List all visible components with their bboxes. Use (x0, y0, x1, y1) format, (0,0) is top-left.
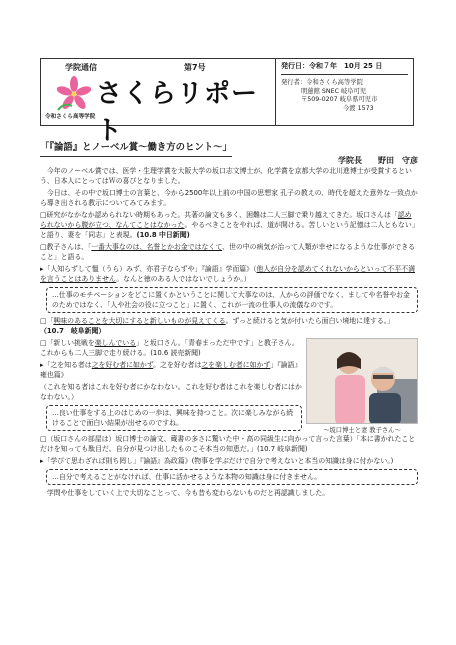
quote-item-1: □研究がなかなか認められない時期もあった。共著の論文も多く、困難は二人三脚で乗り越えてきた。坂口さんは「認められないから腹が立つ、なんてことはなかった。やるべきことをやれば、道が開ける。苦しいという記憶は二人ともない」と語り、妻を「同志」と表現。(10.8 中日新聞) (40, 211, 416, 240)
quote-item-4: □「新しい挑戦を楽しんでいる」と坂口さん。「青春まっただ中です」と教子さん。これからも二人三脚で走り続ける。(10.6 読売新聞) (40, 339, 299, 358)
photo-section (40, 338, 418, 435)
analects-quote-1: ▸「人知らずして慍（うら）みず、亦君子ならずや」『論語』学而篇》（他人が自分を認めてくれないからといって不平不満を言うことはありません。なんと徳のある人ではないでしょうか。） (40, 265, 415, 284)
publish-date: 発行日：令和７年 10月 25 日 (281, 62, 408, 75)
couple-photo (306, 338, 418, 424)
campus-name: 明蓮館 SNEC 岐阜可児 (301, 87, 367, 95)
sakura-flower-icon (54, 76, 94, 112)
publication-info (276, 59, 413, 125)
comment-box-2: …良い仕事をする上のはじめの一歩は、興味を持つこと。次に楽しみながら続けることで面白い結果が出せるのですね。 (46, 405, 302, 431)
quote-item-3: □「興味のあることを大切にすると新しいものが見えてくる。ずっと続けると気が付いたら面白い境地に達する。」 （10.7 岐阜新聞） (40, 317, 395, 336)
quote-item-2: □教子さんは、「一番大事なのは、名誉とかお金ではなくて、世の中の病気が治って人類が幸せになるような仕事ができること」と語る。 (40, 243, 416, 262)
quote-item-5: □（坂口さんの部屋は）坂口博士の論文、蔵書の多さに驚いた中・高の同級生に向かって言った言葉）「本に書かれたことだけを知っても駄目だ。自分が見つけ出したものこそ本当の知恵だ。」(10.7 岐阜新聞) (40, 435, 416, 454)
series-name: 学院通信 (65, 63, 97, 72)
photo-figure (306, 338, 418, 435)
article-title: 「『論語』とノーベル賞～働き方のヒント～」 (40, 141, 232, 157)
newsletter-header (40, 58, 414, 146)
newsletter-title: さくらリポート (96, 79, 259, 146)
comment-box-3: …自分で考えることがなければ、仕事に活かせるような本物の知識は身に付きません。 (46, 469, 418, 485)
postal-address: 〒509-0207 岐阜県可児市 (301, 96, 378, 104)
article (40, 141, 418, 500)
paragraph-intro-2: 今日は、その中で坂口博士の言葉と、今から2500年以上前の中国の思想家 孔子の教えの、時代を超えた意外な一致点から導き出される教示についてみてみます。 (40, 189, 418, 208)
school-name-small: 令和さくら高等学院 (45, 114, 96, 120)
photo-caption: ～坂口博士と妻 教子さん～ (323, 427, 401, 435)
closing-paragraph: 学問や仕事をしていく上で大切なことって、今も昔も変わらないものだと再認識しました。 (46, 489, 330, 498)
analects-quote-3: ▸「学びて思わざれば則ち罔し」『論語』為政篇》(物事を学ぶだけで自分で考えないと本当の知識は身に付かない。) (40, 457, 394, 466)
paragraph-intro-1: 今年のノーベル賞では、医学・生理学賞を大阪大学の坂口志文博士が、化学賞を京都大学の北川進博士が受賞するという、日本人にとってはＷの喜びとなりました。 (40, 167, 412, 186)
issue-number: 第7号 (184, 63, 206, 72)
publisher: 発行者：令和さくら高等学院 (281, 79, 363, 87)
masthead (41, 59, 276, 146)
photo-side-text (40, 338, 302, 431)
article-author: 学院長 野田 守彦 (338, 155, 418, 165)
comment-box-1: …仕事のモチベーションをどこに置くかということに関して大事なのは、人からの評価でなく、ましてや名誉やお金のためではなく、「人や社会の役に立つこと」に置く、これが一流の仕事人の流儀なのです。 (46, 287, 418, 313)
analects-translation-2: （これを知る者はこれを好む者にかなわない。これを好む者はこれを楽しむ者にはかなわない。） (40, 383, 302, 402)
analects-quote-2: ▸「之を知る者は之を好む者に如かず。之を好む者は之を楽しむ者に如かず」『論語』雍也篇》 (40, 361, 302, 380)
street-address: 今渡 1573 (343, 104, 374, 112)
